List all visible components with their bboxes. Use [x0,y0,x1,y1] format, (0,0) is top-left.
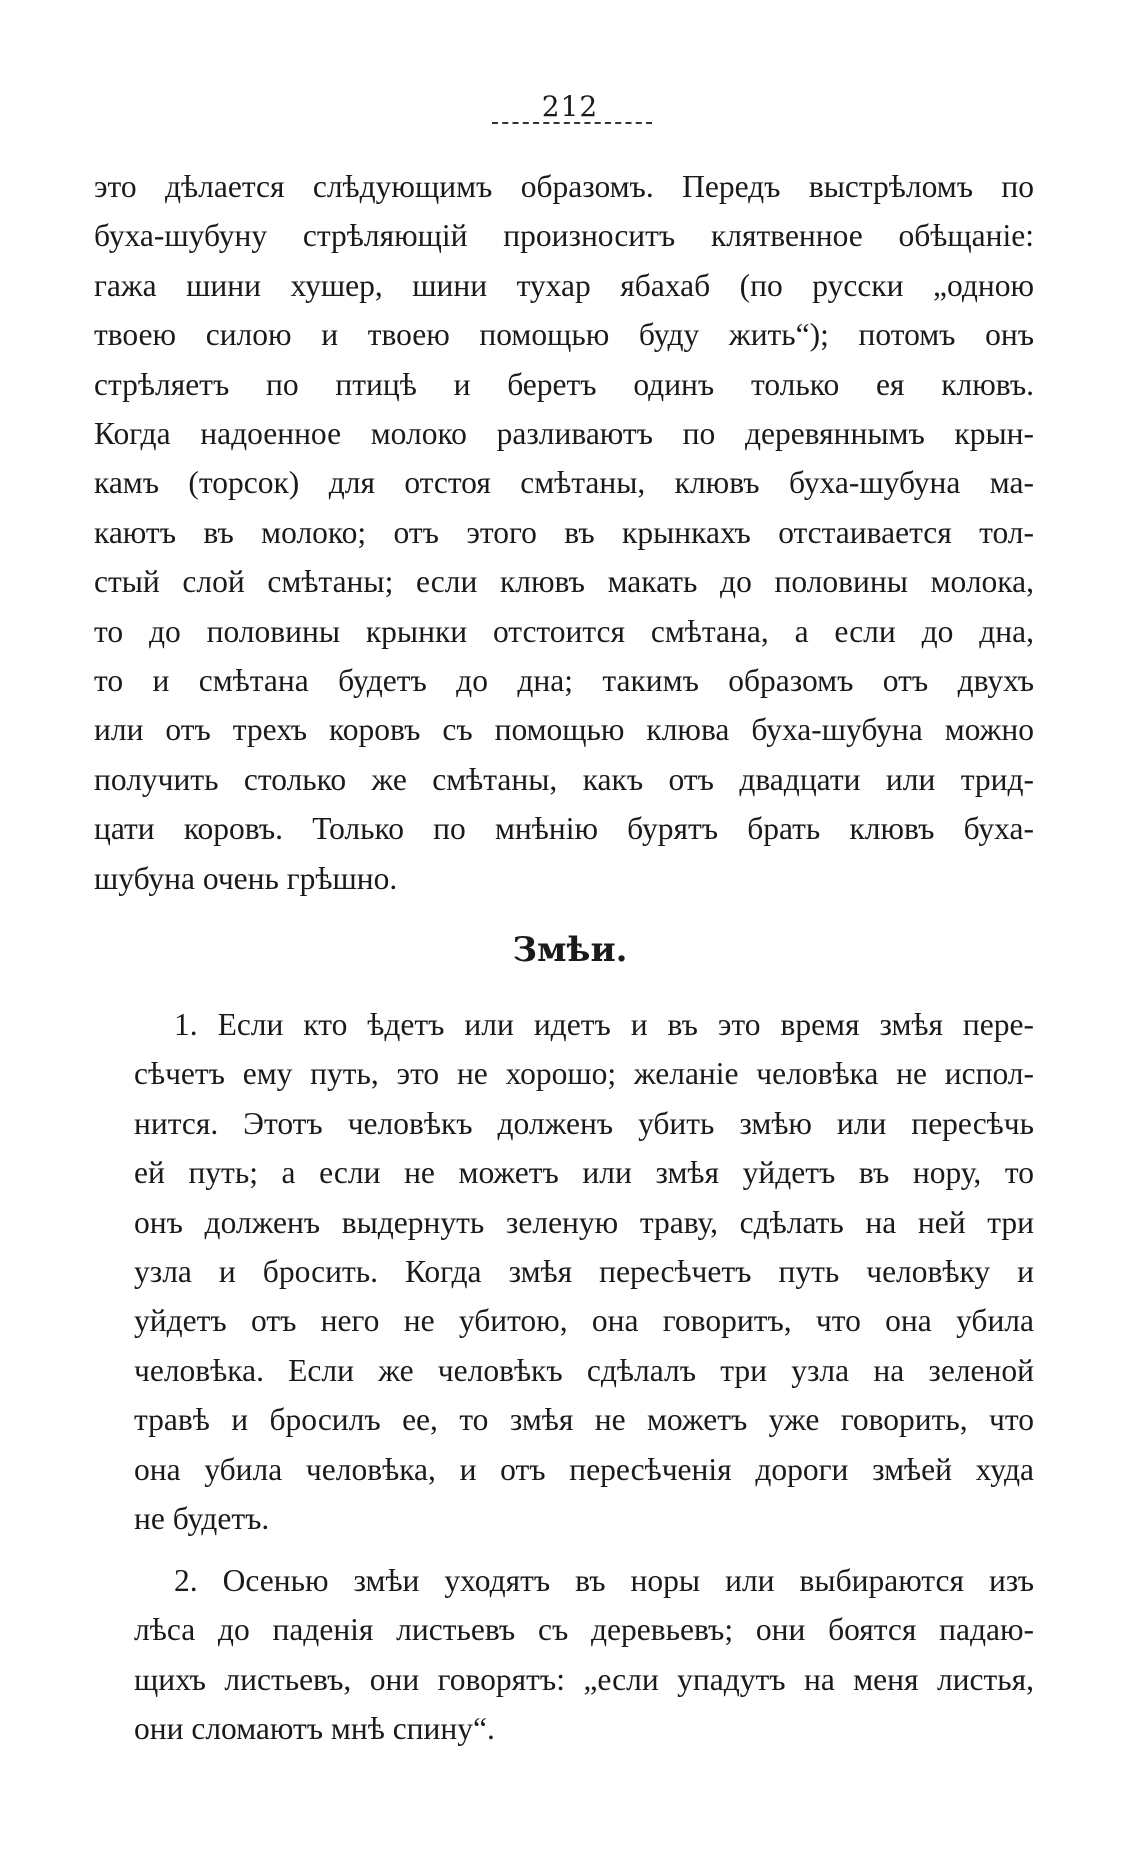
section-title: Змѣи. [512,930,628,970]
page-number-rule [492,122,652,124]
text-line: то и смѣтана будетъ до дна; такимъ образомъ отъ двухъ [94,663,1034,699]
text-line: получить столько же смѣтаны, какъ отъ двадцати или трид- [94,761,1034,797]
text-line: щихъ листьевъ, они говорятъ: „если упадутъ на меня листья, [134,1661,1034,1697]
text-line: они сломаютъ мнѣ спину“. [134,1711,495,1747]
text-line: каютъ въ молоко; отъ этого въ крынкахъ отстаивается тол- [94,514,1034,550]
text-line: твоею силою и твоею помощью буду жить“); потомъ онъ [94,317,1034,353]
text-line: стый слой смѣтаны; если клювъ макать до половины молока, [94,564,1034,600]
text-line: лѣса до паденія листьевъ съ деревьевъ; они боятся падаю- [134,1612,1034,1648]
text-line: то до половины крынки отстоится смѣтана, а если до дна, [94,613,1034,649]
text-line: стрѣляетъ по птицѣ и беретъ одинъ только ея клювъ. [94,366,1034,402]
text-line: сѣчетъ ему путь, это не хорошо; желаніе человѣка не испол- [134,1056,1034,1092]
text-line: ей путь; а если не можетъ или змѣя уйдетъ въ нору, то [134,1155,1034,1191]
text-line: камъ (торсок) для отстоя смѣтаны, клювъ буха-шубуна ма- [94,465,1034,501]
text-line: это дѣлается слѣдующимъ образомъ. Передъ выстрѣломъ по [94,169,1034,204]
text-line: она убила человѣка, и отъ пересѣченія дороги змѣей худа [134,1451,1034,1487]
paragraph-2 [94,1556,1034,1754]
text-line: гажа шини хушер, шини тухар ябахаб (по русски „одною [94,267,1034,303]
text-line: нится. Этотъ человѣкъ долженъ убить змѣю или пересѣчь [134,1105,1034,1141]
continuation-paragraph [94,162,1034,903]
page-number: 212 [541,90,599,123]
text-line: Когда надоенное молоко разливаютъ по деревяннымъ крын- [94,416,1034,452]
text-line: онъ долженъ выдернуть зеленую траву, сдѣлать на ней три [134,1204,1034,1240]
text-line: человѣка. Если же человѣкъ сдѣлалъ три узла на зеленой [134,1352,1034,1388]
text-line: узла и бросить. Когда змѣя пересѣчетъ путь человѣку и [134,1254,1034,1290]
text-line: травѣ и бросилъ ее, то змѣя не можетъ уже говорить, что [134,1402,1034,1438]
text-line: 2. Осенью змѣи уходятъ въ норы или выбираются изъ [174,1563,1034,1598]
text-line: буха-шубуну стрѣляющій произноситъ клятвенное обѣщаніе: [94,218,1034,254]
text-line: или отъ трехъ коровъ съ помощью клюва буха-шубуна можно [94,712,1034,748]
text-line: цати коровъ. Только по мнѣнію бурятъ брать клювъ буха- [94,811,1034,847]
text-line: шубуна очень грѣшно. [94,860,398,896]
text-line: не будетъ. [134,1501,270,1537]
paragraph-1 [94,1000,1034,1543]
text-line: уйдетъ отъ него не убитою, она говоритъ, что она убила [134,1303,1034,1339]
text-line: 1. Если кто ѣдетъ или идетъ и въ это время змѣя пере- [174,1007,1034,1042]
